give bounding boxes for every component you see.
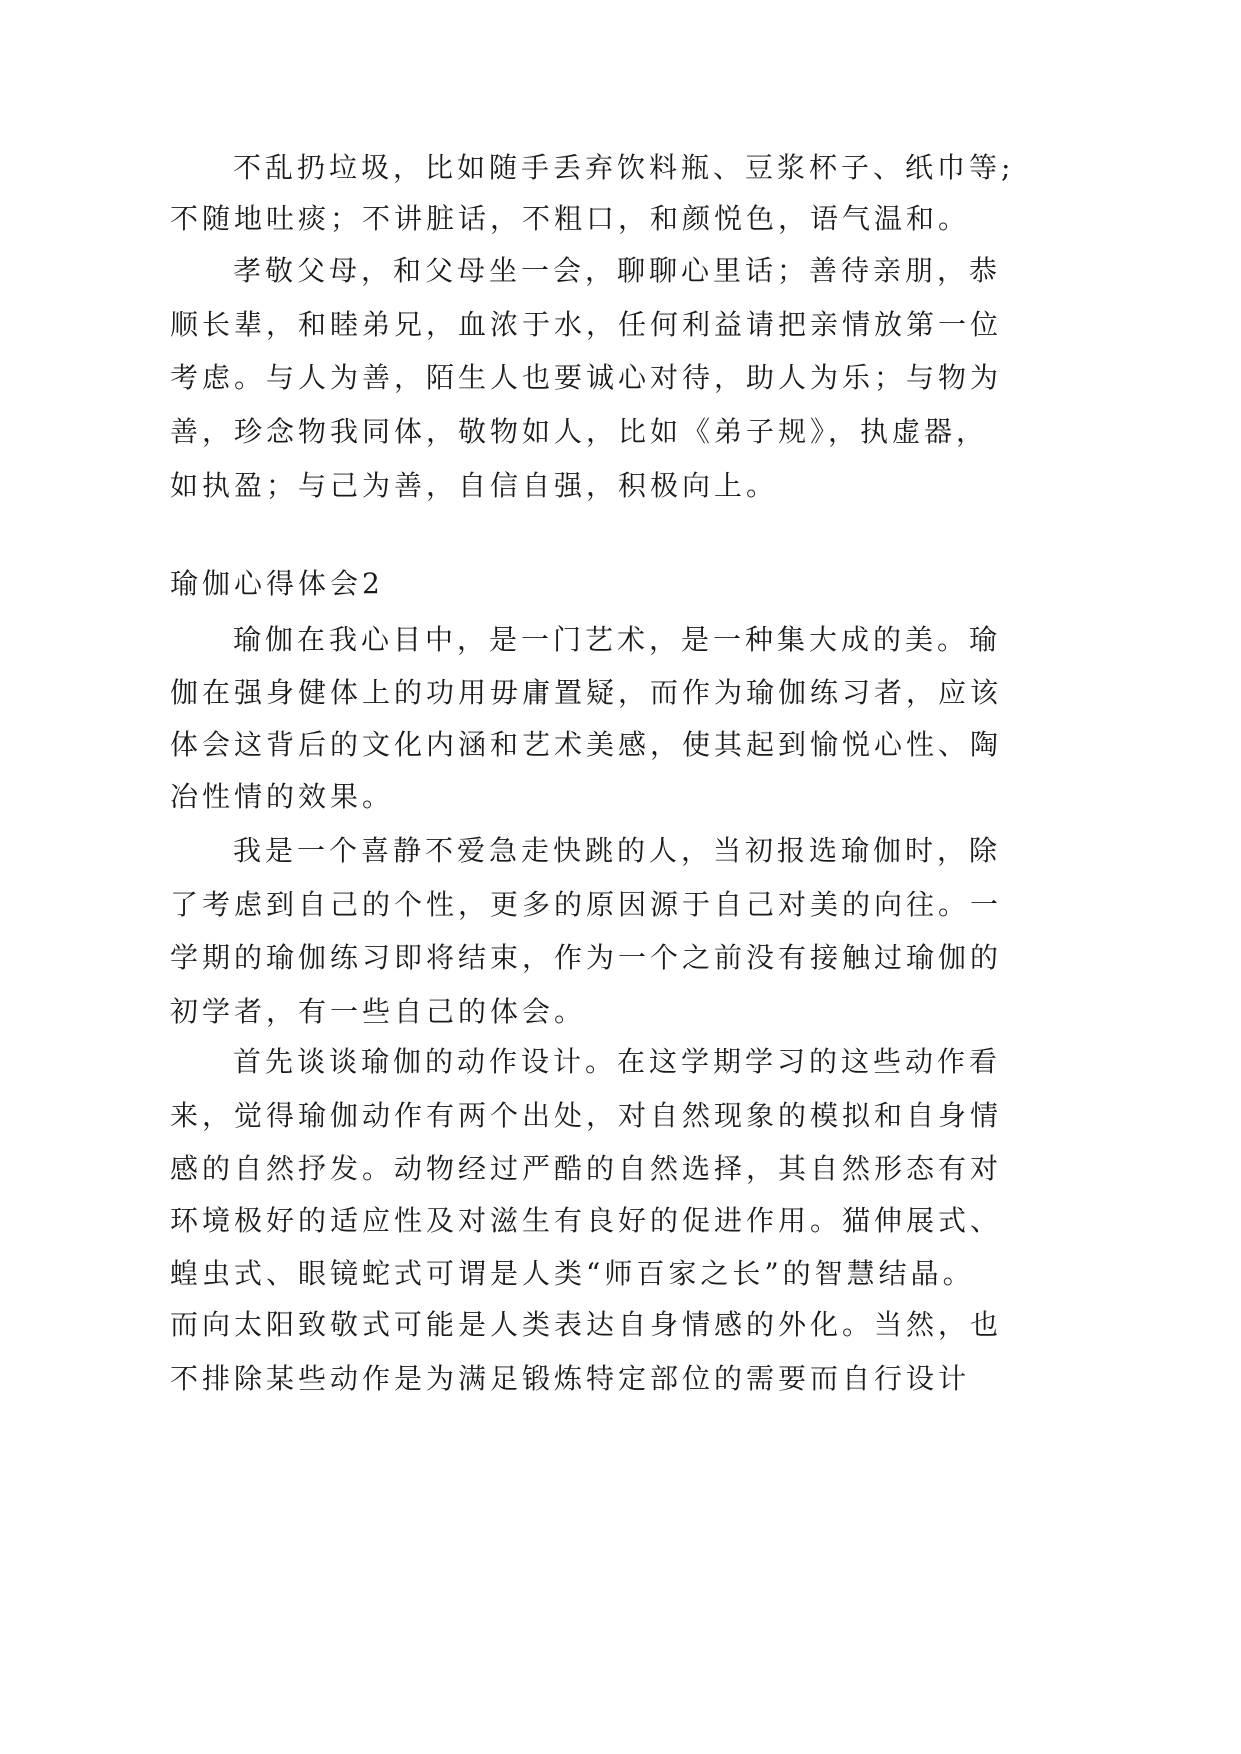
paragraph-line: 孝敬父母，和父母坐一会，聊聊心里话；善待亲朋，恭 xyxy=(233,254,1002,287)
paragraph-line: 体会这背后的文化内涵和艺术美感，使其起到愉悦心性、陶 xyxy=(170,728,1003,761)
paragraph-line: 感的自然抒发。动物经过严酷的自然选择，其自然形态有对 xyxy=(170,1152,1003,1185)
paragraph-line: 如执盈；与己为善，自信自强，积极向上。 xyxy=(170,469,779,502)
paragraph-line: 不乱扔垃圾，比如随手丢弃饮料瓶、豆浆杯子、纸巾等; xyxy=(233,151,1015,184)
paragraph-line: 我是一个喜静不爱急走快跳的人，当初报选瑜伽时，除 xyxy=(233,834,1002,867)
paragraph-line: 顺长辈，和睦弟兄，血浓于水，任何利益请把亲情放第一位 xyxy=(170,308,1003,341)
paragraph-line: 伽在强身健体上的功用毋庸置疑，而作为瑜伽练习者，应该 xyxy=(170,676,1003,709)
paragraph-line: 来，觉得瑜伽动作有两个出处，对自然现象的模拟和自身情 xyxy=(170,1099,1003,1132)
paragraph-line: 考虑。与人为善，陌生人也要诚心对待，助人为乐；与物为 xyxy=(170,361,1003,394)
paragraph-line: 冶性情的效果。 xyxy=(170,780,395,813)
paragraph-line: 善，珍念物我同体，敬物如人，比如《弟子规》，执虚器， xyxy=(170,415,989,448)
paragraph-line: 而向太阳致敬式可能是人类表达自身情感的外化。当然，也 xyxy=(170,1308,1003,1341)
paragraph-line: 环境极好的适应性及对滋生有良好的促进作用。猫伸展式、 xyxy=(170,1204,1003,1237)
paragraph-line: 学期的瑜伽练习即将结束，作为一个之前没有接触过瑜伽的 xyxy=(170,941,1003,974)
section-heading: 瑜伽心得体会2 xyxy=(170,567,384,600)
paragraph-line: 瑜伽在我心目中，是一门艺术，是一种集大成的美。瑜 xyxy=(233,623,1002,656)
paragraph-line: 不排除某些动作是为满足锻炼特定部位的需要而自行设计 xyxy=(170,1362,971,1395)
paragraph-line: 初学者，有一些自己的体会。 xyxy=(170,995,587,1028)
paragraph-line: 了考虑到自己的个性，更多的原因源于自己对美的向往。一 xyxy=(170,888,1003,921)
paragraph-line: 蝗虫式、眼镜蛇式可谓是人类“师百家之长”的智慧结晶。 xyxy=(170,1257,975,1290)
paragraph-line: 不随地吐痰；不讲脏话，不粗口，和颜悦色，语气温和。 xyxy=(170,202,971,235)
paragraph-line: 首先谈谈瑜伽的动作设计。在这学期学习的这些动作看 xyxy=(233,1045,1002,1078)
